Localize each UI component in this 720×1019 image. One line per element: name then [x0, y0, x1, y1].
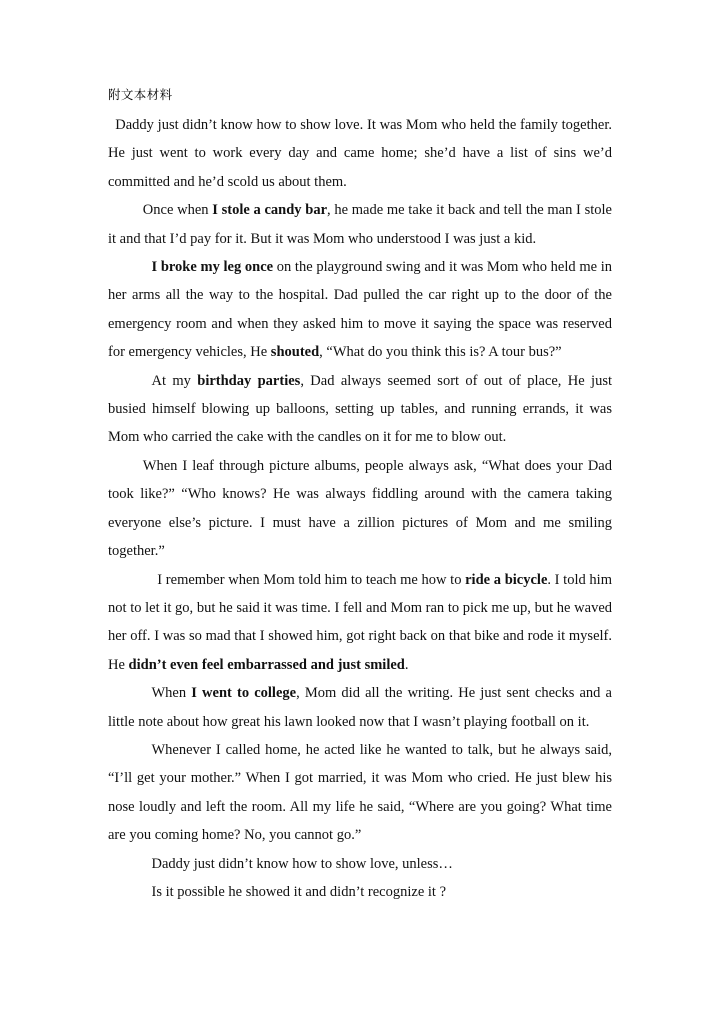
- paragraph: [108, 736, 612, 850]
- document-body: [108, 111, 612, 906]
- paragraph: [108, 253, 612, 367]
- emphasis-text: birthday parties: [197, 372, 301, 389]
- paragraph: [108, 452, 612, 566]
- text-run: Once when: [142, 202, 213, 219]
- paragraph: [108, 566, 612, 680]
- emphasis-text: ride a bicycle: [465, 571, 548, 588]
- text-run: . I told him not to let it go, but he said it was time. I fell and Mom ran to pick me up, but he waved her off. I was so mad that I showed him, got right back on that bike and rode it myself. He: [108, 571, 612, 673]
- text-run: I remember when Mom told him to teach me how to: [157, 571, 466, 588]
- document-heading: 附文本材料: [108, 88, 173, 102]
- emphasis-text: shouted: [270, 344, 320, 361]
- paragraph: [108, 367, 612, 452]
- emphasis-text: I went to college: [191, 685, 297, 702]
- text-run: When: [151, 685, 192, 702]
- text-run: , “What do you think this is? A tour bus?”: [319, 344, 562, 361]
- text-run: Daddy just didn’t know how to show love. It was Mom who held the family together. He just went to work every day and came home; she’d have a list of sins we’d committed and he’d scold us about them.: [108, 117, 612, 190]
- text-run: .: [404, 656, 409, 673]
- text-run: Is it possible he showed it and didn’t recognize it ?: [151, 883, 447, 900]
- text-run: Daddy just didn’t know how to show love, unless…: [151, 855, 453, 872]
- text-run: At my: [151, 372, 198, 389]
- text-run: on the playground swing and it was Mom who held me in her arms all the way to the hospital. Dad pulled the car right up to the door of the emergency room and when they asked him to move it saying the space was reserved for emergency vehicles, He: [108, 259, 612, 361]
- paragraph: [108, 679, 612, 736]
- paragraph: [108, 196, 612, 253]
- text-run: , Dad always seemed sort of out of place, He just busied himself blowing up balloons, setting up tables, and running errands, it was Mom who carried the cake with the candles on it for me to blow out.: [108, 372, 613, 446]
- emphasis-text: I broke my leg once: [151, 259, 274, 276]
- paragraph: [108, 878, 612, 906]
- paragraph: [108, 850, 612, 878]
- text-run: , Mom did all the writing. He just sent checks and a little note about how great his lawn looked now that I wasn’t playing football on it.: [108, 685, 612, 730]
- paragraph: [108, 111, 612, 196]
- emphasis-text: didn’t even feel embarrassed and just smiled: [128, 656, 405, 673]
- emphasis-text: I stole a candy bar: [212, 202, 327, 219]
- text-run: Whenever I called home, he acted like he wanted to talk, but he always said, “I’ll get your mother.” When I got married, it was Mom who cried. He just blew his nose loudly and left the room. All my life he said, “Where are you going? What time are you coming home? No, you cannot go.”: [108, 741, 612, 844]
- text-run: , he made me take it back and tell the man I stole it and that I’d pay for it. But it was Mom who understood I was just a kid.: [108, 202, 612, 247]
- text-run: When I leaf through picture albums, people always ask, “What does your Dad took like?” “Who knows? He was always fiddling around with the camera taking everyone else’s picture. I must have a zillion pictures of Mom and me smiling together.”: [108, 457, 612, 560]
